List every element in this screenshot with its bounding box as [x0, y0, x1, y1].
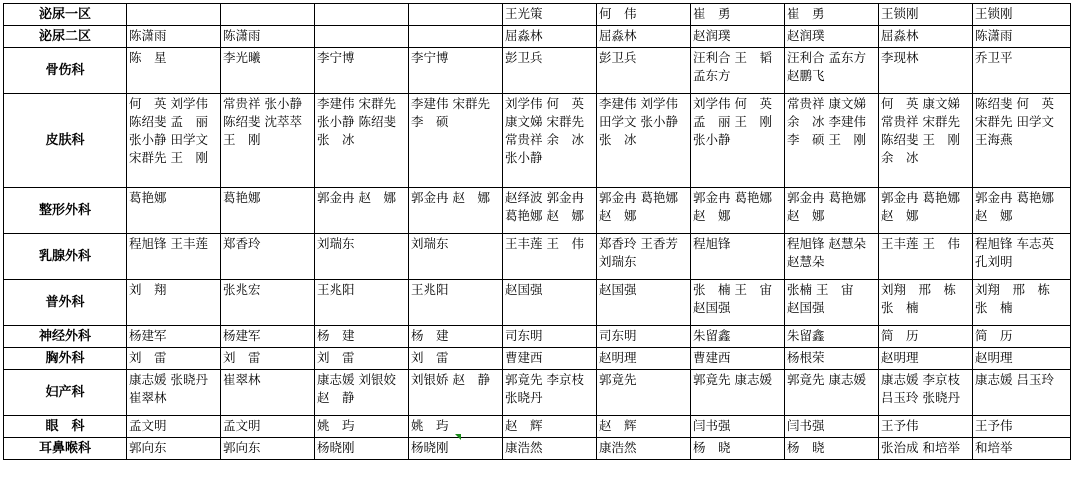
cell-comment-marker [455, 434, 461, 440]
schedule-cell[interactable]: 郭竟先 康志媛 [691, 370, 785, 416]
schedule-cell[interactable]: 康志媛 张晓丹 崔翠林 [127, 370, 221, 416]
schedule-cell[interactable]: 刘 雷 [127, 348, 221, 370]
department-cell[interactable]: 神经外科 [4, 326, 127, 348]
schedule-cell[interactable]: 刘 翔 [127, 280, 221, 326]
schedule-cell[interactable]: 李现林 [879, 48, 973, 94]
schedule-cell[interactable]: 王锁刚 [973, 4, 1071, 26]
schedule-cell[interactable]: 康志媛 刘银姣 赵 静 [315, 370, 409, 416]
department-cell[interactable]: 胸外科 [4, 348, 127, 370]
schedule-cell[interactable]: 李建伟 宋群先 李 硕 [409, 94, 503, 188]
schedule-cell[interactable]: 和培举 [973, 438, 1071, 460]
schedule-cell[interactable]: 康志媛 李京枝 吕玉玲 张晓丹 [879, 370, 973, 416]
schedule-cell[interactable]: 屈淼林 [503, 26, 597, 48]
schedule-cell[interactable]: 赵国强 [597, 280, 691, 326]
table-row [4, 326, 1071, 348]
schedule-cell[interactable]: 刘 雷 [315, 348, 409, 370]
schedule-cell[interactable]: 郭竟先 李京枝 张晓丹 [503, 370, 597, 416]
schedule-cell[interactable]: 王光策 [503, 4, 597, 26]
schedule-cell[interactable]: 郭竟先 康志媛 [785, 370, 879, 416]
schedule-cell[interactable]: 汪利合 王 韬 孟东方 [691, 48, 785, 94]
schedule-cell[interactable]: 司东明 [597, 326, 691, 348]
schedule-cell[interactable]: 崔 勇 [785, 4, 879, 26]
department-cell[interactable]: 乳腺外科 [4, 234, 127, 280]
schedule-cell[interactable]: 陈潇雨 [127, 26, 221, 48]
schedule-cell[interactable]: 杨建军 [221, 326, 315, 348]
schedule-cell[interactable]: 何 英 康文娣 常贵祥 宋群先 陈绍斐 王 刚 余 冰 [879, 94, 973, 188]
table-row [4, 94, 1071, 188]
schedule-cell[interactable]: 王丰莲 王 伟 [503, 234, 597, 280]
schedule-cell[interactable]: 程旭锋 [691, 234, 785, 280]
schedule-cell[interactable]: 陈 星 [127, 48, 221, 94]
schedule-cell[interactable]: 陈潇雨 [973, 26, 1071, 48]
schedule-cell[interactable]: 王锁刚 [879, 4, 973, 26]
schedule-cell[interactable]: 乔卫平 [973, 48, 1071, 94]
schedule-cell[interactable]: 崔翠林 [221, 370, 315, 416]
schedule-cell[interactable]: 常贵祥 张小静 陈绍斐 沈萃萃 王 刚 [221, 94, 315, 188]
schedule-cell[interactable]: 郭向东 [221, 438, 315, 460]
table-row [4, 348, 1071, 370]
schedule-cell[interactable]: 葛艳娜 [127, 188, 221, 234]
schedule-cell[interactable]: 郭金冉 赵 娜 [409, 188, 503, 234]
schedule-cell[interactable]: 赵明理 [879, 348, 973, 370]
schedule-cell[interactable]: 郭金冉 赵 娜 [315, 188, 409, 234]
schedule-cell[interactable]: 郑香玲 [221, 234, 315, 280]
schedule-cell[interactable]: 张 楠 王 宙 赵国强 [691, 280, 785, 326]
schedule-cell[interactable]: 刘 雷 [409, 348, 503, 370]
schedule-cell[interactable]: 王予伟 [879, 416, 973, 438]
schedule-cell[interactable]: 刘学伟 何 英 康文娣 宋群先 常贵祥 余 冰 张小静 [503, 94, 597, 188]
schedule-cell[interactable]: 康浩然 [503, 438, 597, 460]
schedule-cell[interactable]: 张楠 王 宙 赵国强 [785, 280, 879, 326]
schedule-cell[interactable]: 杨建军 [127, 326, 221, 348]
department-cell[interactable]: 骨伤科 [4, 48, 127, 94]
schedule-cell[interactable]: 刘学伟 何 英 孟 丽 王 刚 张小静 [691, 94, 785, 188]
schedule-cell[interactable]: 郭金冉 葛艳娜 赵 娜 [597, 188, 691, 234]
schedule-cell[interactable]: 孟文明 [127, 416, 221, 438]
schedule-cell[interactable]: 杨 晓 [691, 438, 785, 460]
department-cell[interactable]: 妇产科 [4, 370, 127, 416]
schedule-cell[interactable]: 杨晓刚 [315, 438, 409, 460]
schedule-cell[interactable]: 王兆阳 [315, 280, 409, 326]
schedule-cell[interactable]: 程旭锋 赵慧朵 赵慧朵 [785, 234, 879, 280]
schedule-cell[interactable]: 李光曦 [221, 48, 315, 94]
table-row [4, 280, 1071, 326]
schedule-cell[interactable]: 赵润璞 [785, 26, 879, 48]
schedule-table [3, 3, 1071, 460]
schedule-cell[interactable]: 康志媛 吕玉玲 [973, 370, 1071, 416]
schedule-cell[interactable] [315, 4, 409, 26]
schedule-cell[interactable]: 赵 辉 [597, 416, 691, 438]
schedule-cell[interactable]: 康浩然 [597, 438, 691, 460]
schedule-cell[interactable]: 陈绍斐 何 英 宋群先 田学文 王海燕 [973, 94, 1071, 188]
schedule-cell[interactable]: 李建伟 刘学伟 田学文 张小静 张 冰 [597, 94, 691, 188]
schedule-cell[interactable]: 闫书强 [691, 416, 785, 438]
schedule-cell[interactable]: 郭金冉 葛艳娜 赵 娜 [691, 188, 785, 234]
department-cell[interactable]: 皮肤科 [4, 94, 127, 188]
schedule-cell[interactable]: 屈淼林 [879, 26, 973, 48]
schedule-cell[interactable] [221, 4, 315, 26]
schedule-cell[interactable]: 杨 建 [409, 326, 503, 348]
schedule-cell[interactable]: 杨 建 [315, 326, 409, 348]
table-row [4, 234, 1071, 280]
schedule-cell[interactable]: 刘银娇 赵 静 [409, 370, 503, 416]
schedule-cell[interactable]: 郭向东 [127, 438, 221, 460]
schedule-table-body [4, 4, 1071, 460]
schedule-cell[interactable]: 杨晓刚 [409, 438, 503, 460]
schedule-cell[interactable] [409, 4, 503, 26]
schedule-cell[interactable]: 姚 玙 [409, 416, 503, 438]
schedule-cell[interactable]: 李宁博 [409, 48, 503, 94]
department-cell[interactable]: 整形外科 [4, 188, 127, 234]
schedule-cell[interactable]: 简 历 [879, 326, 973, 348]
schedule-cell[interactable]: 赵 辉 [503, 416, 597, 438]
schedule-cell[interactable]: 杨根荣 [785, 348, 879, 370]
schedule-cell[interactable]: 何 英 刘学伟 陈绍斐 孟 丽 张小静 田学文 宋群先 王 刚 [127, 94, 221, 188]
department-cell[interactable]: 普外科 [4, 280, 127, 326]
schedule-cell[interactable]: 杨 晓 [785, 438, 879, 460]
schedule-cell[interactable]: 葛艳娜 [221, 188, 315, 234]
schedule-cell[interactable]: 朱留鑫 [691, 326, 785, 348]
schedule-cell[interactable]: 姚 玙 [315, 416, 409, 438]
table-row [4, 438, 1071, 460]
schedule-cell[interactable]: 曹建西 [503, 348, 597, 370]
schedule-cell[interactable]: 郭金冉 葛艳娜 赵 娜 [973, 188, 1071, 234]
table-row [4, 26, 1071, 48]
schedule-cell[interactable]: 王予伟 [973, 416, 1071, 438]
schedule-cell[interactable]: 孟文明 [221, 416, 315, 438]
schedule-cell[interactable]: 王丰莲 王 伟 [879, 234, 973, 280]
schedule-cell[interactable]: 张治成 和培举 [879, 438, 973, 460]
table-row [4, 416, 1071, 438]
schedule-cell[interactable]: 李建伟 宋群先 张小静 陈绍斐 张 冰 [315, 94, 409, 188]
schedule-cell[interactable]: 刘瑞东 [409, 234, 503, 280]
schedule-cell[interactable]: 赵明理 [597, 348, 691, 370]
schedule-cell[interactable]: 郭竟先 [597, 370, 691, 416]
department-cell[interactable]: 眼 科 [4, 416, 127, 438]
schedule-cell[interactable]: 崔 勇 [691, 4, 785, 26]
schedule-cell[interactable]: 程旭锋 王丰莲 [127, 234, 221, 280]
schedule-cell[interactable]: 彭卫兵 [503, 48, 597, 94]
department-cell[interactable]: 耳鼻喉科 [4, 438, 127, 460]
schedule-cell[interactable]: 赵绎波 郭金冉 葛艳娜 赵 娜 [503, 188, 597, 234]
schedule-cell[interactable]: 赵明理 [973, 348, 1071, 370]
department-cell[interactable]: 泌尿二区 [4, 26, 127, 48]
schedule-cell[interactable]: 赵润璞 [691, 26, 785, 48]
schedule-cell[interactable]: 屈淼林 [597, 26, 691, 48]
schedule-cell[interactable]: 彭卫兵 [597, 48, 691, 94]
schedule-cell[interactable]: 赵国强 [503, 280, 597, 326]
schedule-cell[interactable]: 郭金冉 葛艳娜 赵 娜 [879, 188, 973, 234]
schedule-cell[interactable]: 闫书强 [785, 416, 879, 438]
schedule-cell[interactable]: 常贵祥 康文娣 余 冰 李建伟 李 硕 王 刚 [785, 94, 879, 188]
schedule-cell[interactable]: 李宁博 [315, 48, 409, 94]
schedule-cell[interactable]: 简 历 [973, 326, 1071, 348]
schedule-cell[interactable]: 郑香玲 王香芳 刘瑞东 [597, 234, 691, 280]
schedule-cell[interactable]: 程旭锋 车志英 孔刘明 [973, 234, 1071, 280]
schedule-cell[interactable]: 陈潇雨 [221, 26, 315, 48]
schedule-cell[interactable]: 何 伟 [597, 4, 691, 26]
schedule-cell[interactable]: 司东明 [503, 326, 597, 348]
schedule-cell[interactable]: 刘翔 邢 栋 张 楠 [973, 280, 1071, 326]
department-cell[interactable]: 泌尿一区 [4, 4, 127, 26]
schedule-cell[interactable]: 汪利合 孟东方 赵鹏飞 [785, 48, 879, 94]
schedule-cell[interactable] [127, 4, 221, 26]
schedule-cell[interactable]: 刘瑞东 [315, 234, 409, 280]
schedule-cell[interactable]: 刘翔 邢 栋 张 楠 [879, 280, 973, 326]
schedule-cell[interactable] [315, 26, 409, 48]
schedule-cell[interactable]: 郭金冉 葛艳娜 赵 娜 [785, 188, 879, 234]
table-row [4, 370, 1071, 416]
schedule-cell[interactable]: 朱留鑫 [785, 326, 879, 348]
schedule-cell[interactable]: 王兆阳 [409, 280, 503, 326]
schedule-cell[interactable]: 张兆宏 [221, 280, 315, 326]
table-row [4, 4, 1071, 26]
schedule-cell[interactable]: 曹建西 [691, 348, 785, 370]
table-row [4, 48, 1071, 94]
table-row [4, 188, 1071, 234]
schedule-cell[interactable]: 刘 雷 [221, 348, 315, 370]
schedule-cell[interactable] [409, 26, 503, 48]
